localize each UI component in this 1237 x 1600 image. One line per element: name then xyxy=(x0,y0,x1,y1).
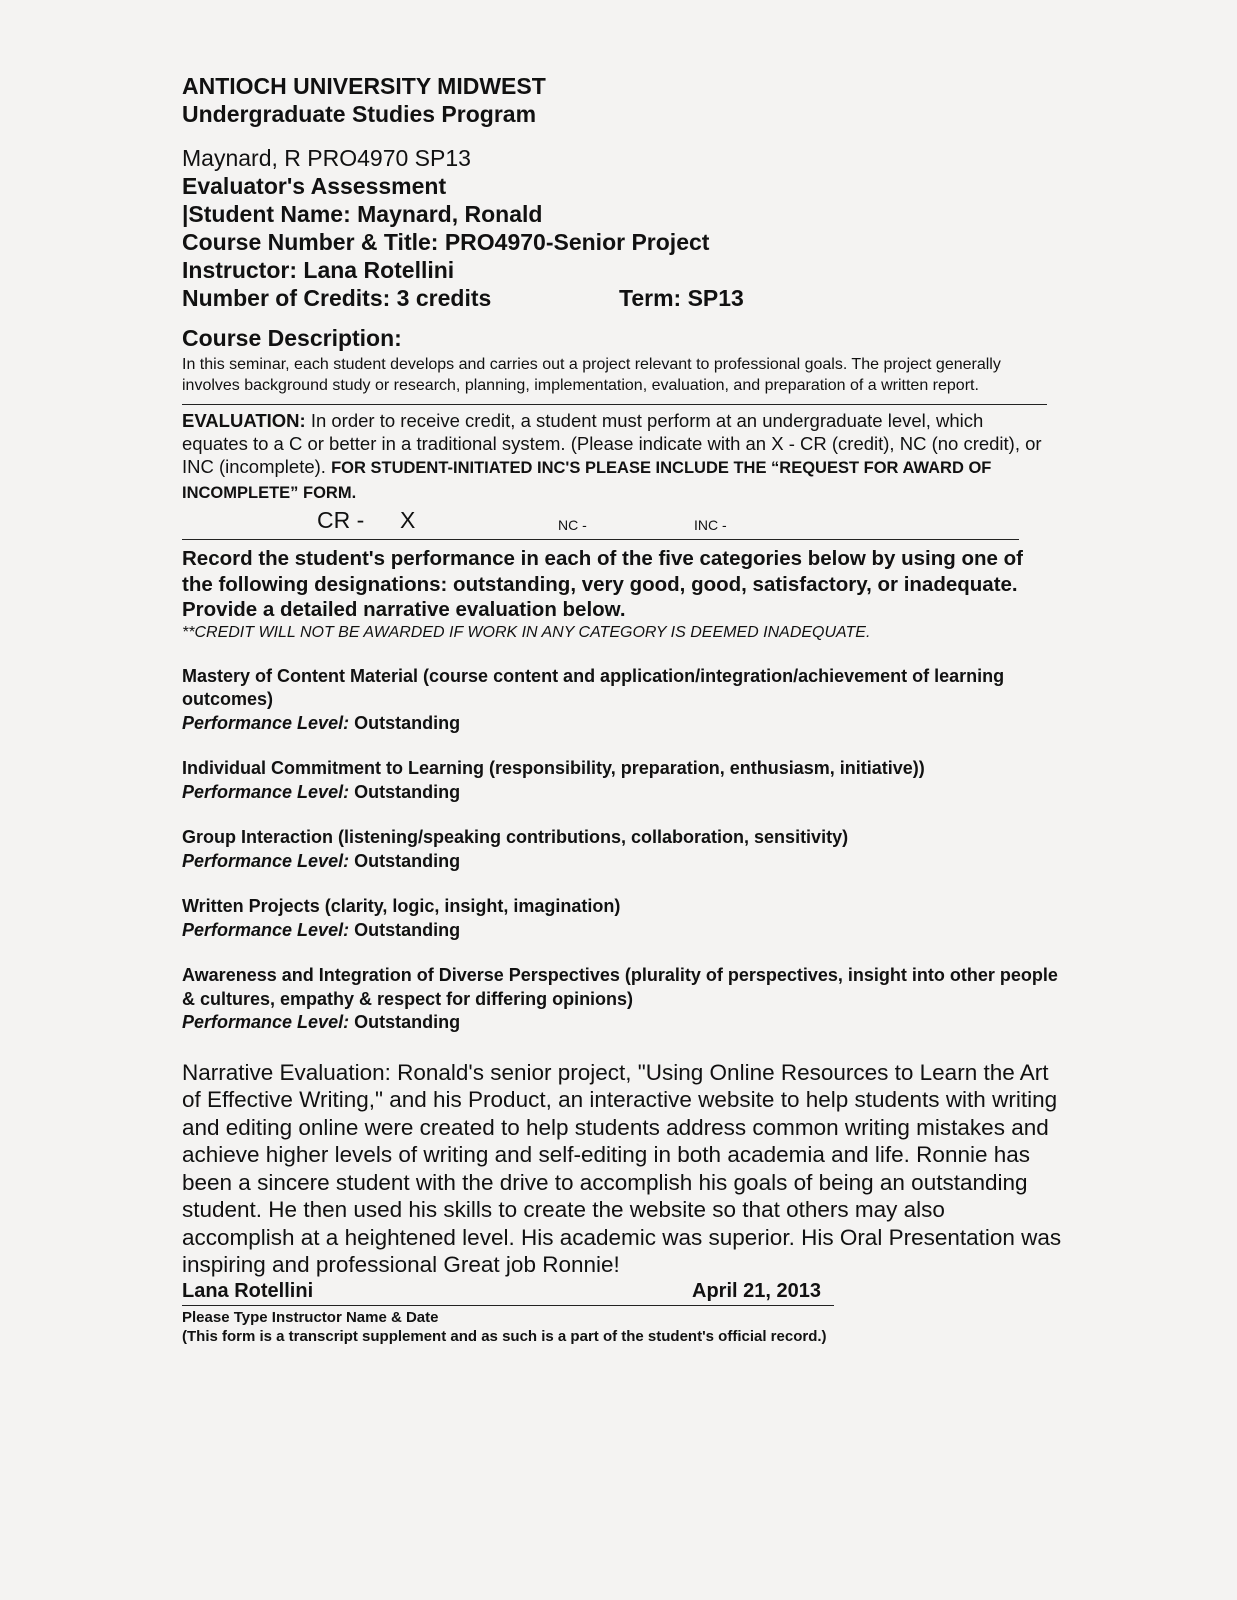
performance-level-value: Outstanding xyxy=(354,850,461,871)
evaluation-label: EVALUATION: xyxy=(182,410,306,431)
credit-marks xyxy=(182,505,1062,539)
category-title: Written Projects (clarity, logic, insight, imagination) xyxy=(182,896,621,916)
performance-level-label: Performance Level: xyxy=(182,1012,350,1032)
performance-level-value: Outstanding xyxy=(354,781,461,802)
signature-date: April 21, 2013 xyxy=(692,1279,821,1302)
category-written-projects xyxy=(182,895,1062,942)
performance-level-label: Performance Level: xyxy=(182,919,350,940)
category-title: Group Interaction (listening/speaking contributions, collaboration, sensitivity) xyxy=(182,827,849,847)
number-of-credits: Number of Credits: 3 credits xyxy=(182,285,492,311)
credit-warning-note: **CREDIT WILL NOT BE AWARDED IF WORK IN ANY CATEGORY IS DEEMED INADEQUATE. xyxy=(182,623,871,641)
performance-level-label: Performance Level: xyxy=(182,712,350,733)
program-name: Undergraduate Studies Program xyxy=(182,101,537,127)
divider xyxy=(182,404,1047,405)
divider xyxy=(182,539,1019,540)
narrative-label: Narrative Evaluation: xyxy=(182,1059,391,1085)
performance-level-label: Performance Level: xyxy=(182,781,350,802)
signature-line xyxy=(182,1279,834,1306)
signature-caption: Please Type Instructor Name & Date xyxy=(182,1308,439,1326)
evaluation-section xyxy=(182,409,1042,505)
course-description-title: Course Description: xyxy=(182,325,402,351)
nc-label: NC - xyxy=(558,517,587,533)
document-title: Evaluator's Assessment xyxy=(182,173,447,199)
cr-mark: X xyxy=(400,507,416,533)
header-block xyxy=(182,144,1062,312)
course-description-text: In this seminar, each student develops and carries out a project relevant to professional goals. The project generally involves background study or research, planning, implementation, evaluation, and preparation of a written report. xyxy=(182,356,1001,394)
performance-level-value: Outstanding xyxy=(354,919,461,940)
performance-level-label: Performance Level: xyxy=(182,850,350,871)
term: Term: SP13 xyxy=(619,285,744,311)
file-line: Maynard, R PRO4970 SP13 xyxy=(182,145,471,171)
course-number-title: Course Number & Title: PRO4970-Senior Project xyxy=(182,229,710,255)
transcript-disclaimer: (This form is a transcript supplement and as such is a part of the student's official record.) xyxy=(182,1327,827,1345)
evaluation-form xyxy=(182,72,1062,1346)
category-group-interaction xyxy=(182,826,1062,873)
narrative-evaluation xyxy=(182,1059,1062,1279)
category-title: Awareness and Integration of Diverse Perspectives (plurality of perspectives, insight into other people & cultures, empathy & respect for differing opinions) xyxy=(182,965,1058,1009)
inc-label: INC - xyxy=(694,517,727,533)
performance-level-value: Outstanding xyxy=(354,712,461,733)
institution-name: ANTIOCH UNIVERSITY MIDWEST xyxy=(182,73,546,99)
evaluation-text: In order to receive credit, a student must perform at an undergraduate level, which equates to a C or better in a traditional system. (Please indicate with an X - CR (credit), NC (no credit), or INC (incomplete). xyxy=(182,410,1042,477)
credits-term-row xyxy=(182,284,1062,312)
instructor-signature-name: Lana Rotellini xyxy=(182,1279,314,1302)
student-name: |Student Name: Maynard, Ronald xyxy=(182,201,543,227)
category-mastery xyxy=(182,665,1062,736)
category-title: Mastery of Content Material (course content and application/integration/achievement of learning outcomes) xyxy=(182,665,1005,709)
narrative-text: Ronald's senior project, "Using Online Resources to Learn the Art of Effective Writing," and his Product, an interactive website to help students with writing and editing online were created to help students address common writing mistakes and achieve higher levels of writing and self-editing in both academia and life. Ronnie has been a sincere student with the drive to accomplish his goals of being an outstanding student. He then used his skills to create the website so that others may also accomplish at a heightened level. His academic was superior. His Oral Presentation was inspiring and professional Great job Ronnie! xyxy=(182,1059,1062,1277)
category-diverse-perspectives xyxy=(182,964,1062,1035)
category-commitment xyxy=(182,757,1062,804)
performance-level-value: Outstanding xyxy=(354,1012,461,1032)
category-title: Individual Commitment to Learning (responsibility, preparation, enthusiasm, initiative)) xyxy=(182,758,925,778)
record-instructions: Record the student's performance in each of the five categories below by using one of the following designations: outstanding, very good, good, satisfactory, or inadequate. Provide a detailed narrative evaluation below. xyxy=(182,547,1023,621)
instructor: Instructor: Lana Rotellini xyxy=(182,257,455,283)
cr-label: CR - xyxy=(317,507,365,533)
incomplete-note: FOR STUDENT-INITIATED INC'S PLEASE INCLUDE THE “REQUEST FOR AWARD OF INCOMPLETE” FORM. xyxy=(182,459,992,502)
